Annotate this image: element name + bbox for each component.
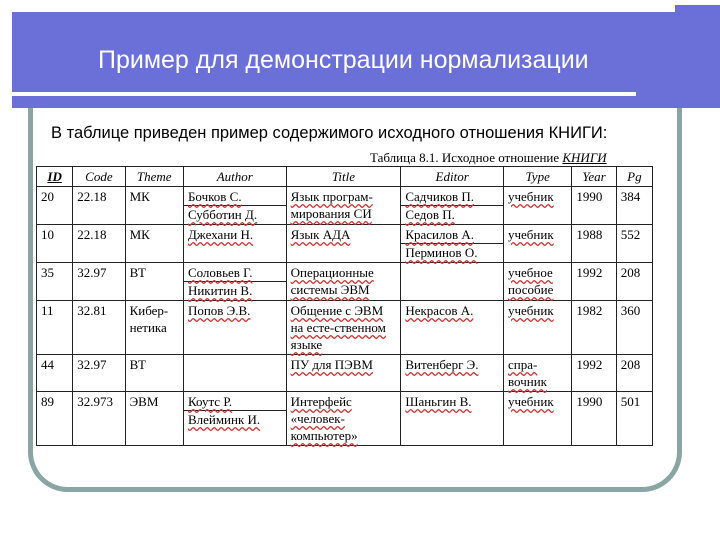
cell-author <box>183 187 286 225</box>
cell-id: 89 <box>37 392 73 446</box>
caption-prefix: Таблица 8.1. Исходное отношение <box>370 150 563 165</box>
cell-type: учебник <box>503 187 571 225</box>
header-id: ID <box>37 167 73 187</box>
cell-title: Операционные системы ЭВМ <box>286 263 401 301</box>
cell-year: 1990 <box>572 392 616 446</box>
cell-type: учебник <box>503 392 571 446</box>
cell-pg: 552 <box>616 225 652 263</box>
table-row <box>37 355 653 392</box>
table-row <box>37 187 653 225</box>
cell-editor-entry: Шаньгин В. <box>405 394 472 409</box>
table-caption <box>370 150 607 166</box>
header-editor: Editor <box>401 167 504 187</box>
cell-type: спра-вочник <box>503 355 571 392</box>
cell-year: 1992 <box>572 355 616 392</box>
cell-pg: 501 <box>616 392 652 446</box>
cell-type: учебное пособие <box>503 263 571 301</box>
intro-text: В таблице приведен пример содержимого исходного отношения КНИГИ: <box>51 124 608 142</box>
cell-editor-entry: Некрасов А. <box>405 303 474 318</box>
cell-editor <box>401 263 504 301</box>
cell-author <box>183 392 286 446</box>
banner-tab <box>675 5 720 23</box>
slide-title: Пример для демонстрации нормализации <box>98 46 589 74</box>
cell-author <box>183 225 286 263</box>
cell-id: 11 <box>37 301 73 355</box>
cell-author-entry: Субботин Д. <box>184 205 286 223</box>
cell-year: 1990 <box>572 187 616 225</box>
header-type: Type <box>503 167 571 187</box>
cell-editor <box>401 187 504 225</box>
header-theme: Theme <box>125 167 183 187</box>
cell-editor <box>401 225 504 263</box>
cell-author <box>183 355 286 392</box>
cell-author-entry: Коутс Р. <box>187 394 233 409</box>
title-underline <box>0 92 636 96</box>
cell-type: учебник <box>503 301 571 355</box>
cell-pg: 384 <box>616 187 652 225</box>
cell-author <box>183 263 286 301</box>
cell-author <box>183 301 286 355</box>
cell-author-entry: Попов Э.В. <box>187 303 251 318</box>
cell-code: 32.97 <box>73 355 125 392</box>
cell-year: 1992 <box>572 263 616 301</box>
cell-code: 22.18 <box>73 187 125 225</box>
cell-theme: Кибер-нетика <box>125 301 183 355</box>
table-row <box>37 225 653 263</box>
cell-theme: МК <box>125 225 183 263</box>
cell-title: Язык програм-мирования СИ <box>286 187 401 225</box>
cell-editor-entry: Седов П. <box>401 205 503 223</box>
cell-editor-entry: Перминов О. <box>401 243 503 261</box>
header-year: Year <box>572 167 616 187</box>
cell-author-entry: Никитин В. <box>184 281 286 299</box>
cell-year: 1982 <box>572 301 616 355</box>
cell-author-entry: Соловьев Г. <box>187 265 253 280</box>
cell-author-entry: Джехани Н. <box>187 227 254 242</box>
cell-id: 10 <box>37 225 73 263</box>
header-title: Title <box>286 167 401 187</box>
cell-code: 22.18 <box>73 225 125 263</box>
header-author: Author <box>183 167 286 187</box>
cell-pg: 208 <box>616 263 652 301</box>
cell-title: Интерфейс «человек-компьютер» <box>286 392 401 446</box>
cell-theme: ЭВМ <box>125 392 183 446</box>
cell-theme: ВТ <box>125 355 183 392</box>
cell-code: 32.973 <box>73 392 125 446</box>
cell-author-entry: Влейминк И. <box>184 410 286 428</box>
table-header-row <box>37 167 653 187</box>
cell-pg: 360 <box>616 301 652 355</box>
cell-theme: ВТ <box>125 263 183 301</box>
cell-title: ПУ для ПЭВМ <box>286 355 401 392</box>
cell-id: 20 <box>37 187 73 225</box>
cell-editor <box>401 355 504 392</box>
cell-editor <box>401 301 504 355</box>
table-row <box>37 263 653 301</box>
cell-editor <box>401 392 504 446</box>
cell-author-entry: Бочков С. <box>187 189 242 204</box>
books-table <box>36 166 653 446</box>
table-row <box>37 301 653 355</box>
cell-theme: МК <box>125 187 183 225</box>
cell-editor-entry: Садчиков П. <box>405 189 475 204</box>
header-pg: Pg <box>616 167 652 187</box>
header-code: Code <box>73 167 125 187</box>
cell-id: 35 <box>37 263 73 301</box>
table-row <box>37 392 653 446</box>
cell-type: учебник <box>503 225 571 263</box>
cell-title: Язык АДА <box>286 225 401 263</box>
cell-code: 32.97 <box>73 263 125 301</box>
cell-title: Общение с ЭВМ на есте-ственном языке <box>286 301 401 355</box>
cell-id: 44 <box>37 355 73 392</box>
cell-editor-entry: Красилов А. <box>405 227 475 242</box>
cell-code: 32.81 <box>73 301 125 355</box>
cell-editor-entry: Витенберг Э. <box>405 357 479 372</box>
cell-pg: 208 <box>616 355 652 392</box>
cell-year: 1988 <box>572 225 616 263</box>
caption-relation-name: КНИГИ <box>562 150 607 165</box>
